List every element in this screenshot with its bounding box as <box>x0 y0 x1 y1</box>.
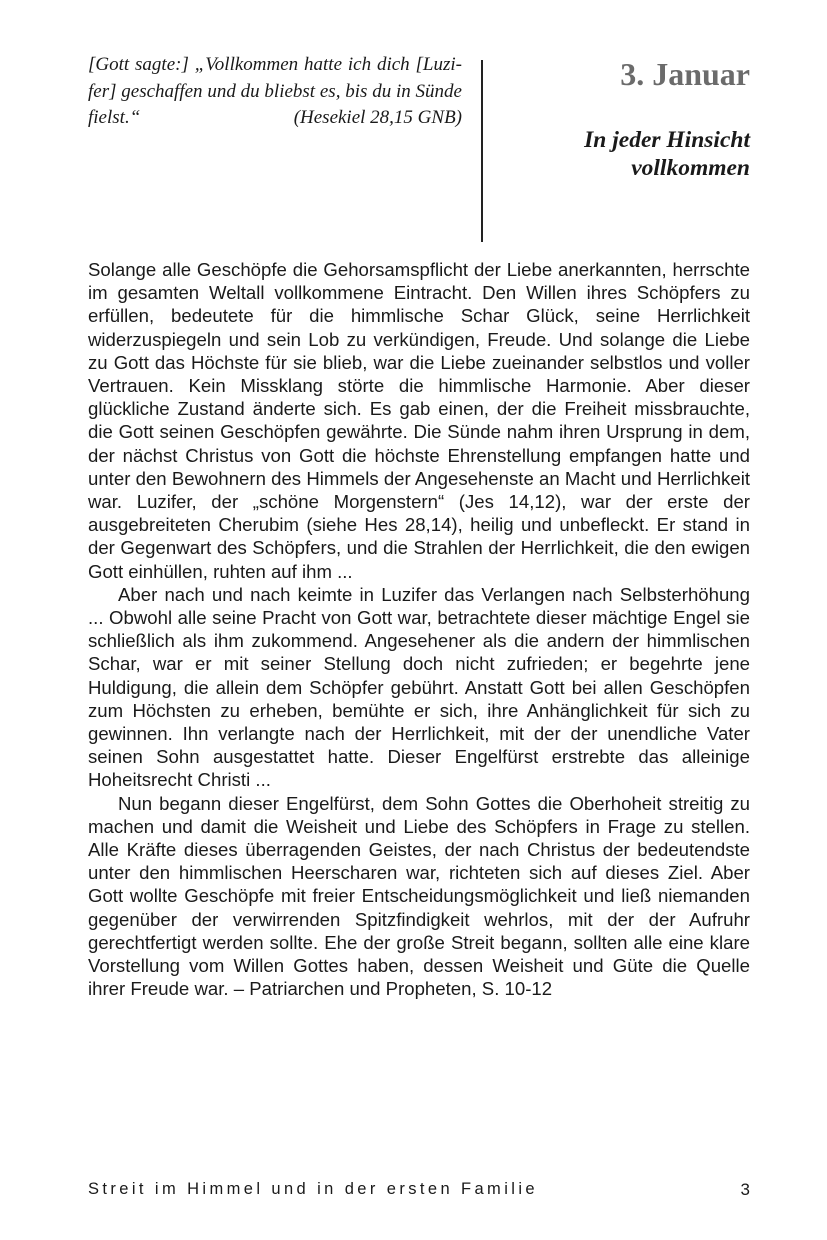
bible-quote <box>88 52 462 132</box>
paragraph-1: Solange alle Geschöpfe die Gehorsamspflicht der Liebe anerkannten, herrschte im gesamten Weltall vollkommene Eintracht. Den Willen ihres Schöpfers zu erfüllen, bedeutete für die himmlische Schar Glück, seine Herrlichkeit widerzuspiegeln und sein Lob zu verkündigen, Freude. Und solange die Liebe zu Gott das Höchste für sie blieb, war die Liebe zueinander selbstlos und voller Vertrauen. Kein Missklang störte die himmlische Harmonie. Aber dieser glückliche Zustand änderte sich. Es gab einen, der die Freiheit missbrauchte, die Gott seinen Geschöpfen gewährte. Die Sünde nahm ihren Ursprung in dem, der nächst Christus von Gott die höchste Ehrenstellung empfangen hatte und unter den Bewohnern des Himmels der Angesehenste an Macht und Herrlichkeit war. Luzifer, der „schöne Morgenstern“ (Jes 14,12), war der erste der ausgebreiteten Cherubim (siehe Hes 28,14), heilig und unbefleckt. Er stand in der Gegenwart des Schöpfers, und die Strahlen der Herrlichkeit, die den ewigen Gott einhüllen, ruhten auf ihm ... <box>88 259 750 582</box>
page-number: 3 <box>740 1180 750 1199</box>
page-header <box>88 52 750 242</box>
devotional-title: In jeder Hinsicht vollkommen <box>584 127 750 181</box>
paragraph-3: Nun begann dieser Engelfürst, dem Sohn Gottes die Oberhoheit streitig zu machen und damit die Weisheit und Liebe des Schöpfers in Frage zu stellen. Alle Kräfte dieses überragenden Geistes, der nach Christus der bedeutendste unter den himmlischen Heerscharen war, richteten sich auf dieses Ziel. Aber Gott wollte Geschöpfe mit freier Entscheidungsmöglichkeit und ließ niemanden gegenüber der verwirrenden Spitzfindigkeit wehrlos, mit der der Aufruhr gerechtfertigt werden sollte. Ehe der große Streit begann, sollten alle eine klare Vorstellung vom Willen Gottes haben, dessen Weisheit und Güte die Quelle ihrer Freude war. – Patriarchen und Propheten, S. 10-12 <box>88 792 750 1000</box>
quote-text: [Gott sagte:] „Vollkommen hatte ich dich [Luzifer] geschaffen und du bliebst es, bis du in Sünde fielst.“ <box>88 54 462 128</box>
devotional-body <box>88 258 750 1001</box>
vertical-divider <box>481 60 483 242</box>
paragraph-2: Aber nach und nach keimte in Luzifer das Verlangen nach Selbsterhöhung ... Obwohl alle seine Pracht von Gott war, betrachtete dieser mächtige Engel sie schließlich als ihm zukommend. Angesehener als die andern der himmlischen Schar, war er mit seiner Stellung doch nicht zufrieden; er begehrte jene Huldigung, die allein dem Schöpfer gebührt. Anstatt Gott bei allen Geschöpfen zum Höchsten zu erheben, bemühte er sich, ihre Anhänglichkeit für sich zu gewinnen. Ihn verlangte nach der Herrlichkeit, mit der der unendliche Vater seinen Sohn ausgestattet hatte. Dieser Engelfürst erstrebte das alleinige Hoheitsrecht Christi ... <box>88 583 750 791</box>
date-heading: 3. Januar <box>620 56 750 92</box>
running-footer-title: Streit im Himmel und in der ersten Familie <box>88 1180 538 1198</box>
quote-reference: (Hesekiel 28,15 GNB) <box>293 107 462 128</box>
